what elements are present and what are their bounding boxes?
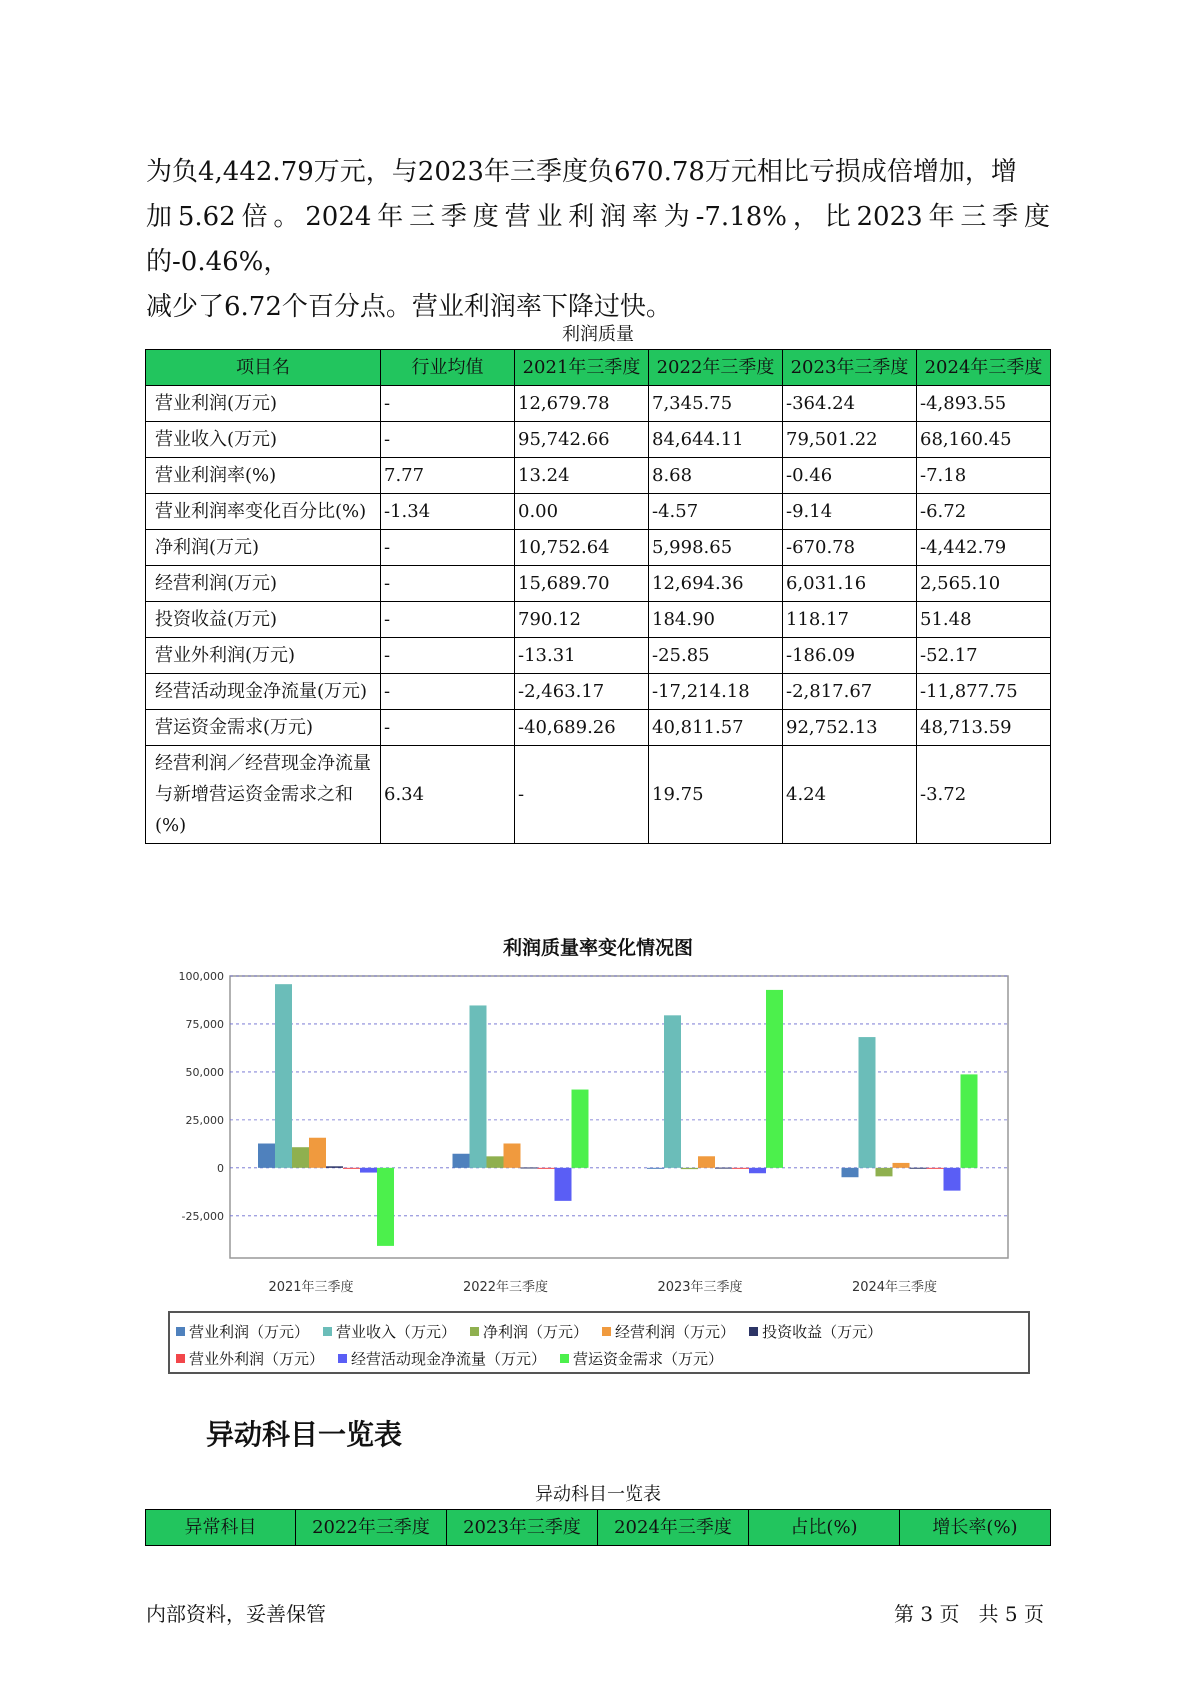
value-cell: -17,214.18: [649, 674, 783, 710]
legend-swatch: [176, 1327, 185, 1336]
value-cell: -7.18: [917, 458, 1051, 494]
row-label-cell: 经营活动现金净流量(万元): [146, 674, 381, 710]
chart-title: 利润质量率变化情况图: [502, 937, 693, 959]
x-tick-label: 2023年三季度: [657, 1280, 743, 1295]
bar: [715, 1168, 732, 1169]
chart-legend: [168, 1311, 1030, 1374]
bar: [732, 1168, 749, 1169]
y-tick-label: 50,000: [185, 1065, 224, 1079]
bar: [538, 1168, 555, 1169]
value-cell: -: [381, 422, 515, 458]
table-row: [146, 674, 1051, 710]
value-cell: -52.17: [917, 638, 1051, 674]
value-cell: -: [381, 566, 515, 602]
y-tick-label: 25,000: [185, 1113, 224, 1127]
row-label-cell: 营业收入(万元): [146, 422, 381, 458]
bar: [555, 1168, 572, 1201]
x-tick-label: 2021年三季度: [268, 1280, 354, 1295]
row-label-cell: 经营利润／经营现金净流量与新增营运资金需求之和(%): [146, 746, 381, 844]
row-label-cell: 营业利润率变化百分比(%): [146, 494, 381, 530]
bar: [927, 1168, 944, 1169]
value-cell: 7.77: [381, 458, 515, 494]
bar: [326, 1166, 343, 1168]
bar: [453, 1154, 470, 1168]
bar: [893, 1163, 910, 1168]
anomaly-table: [145, 1509, 1051, 1546]
bar: [647, 1168, 664, 1169]
footer-page-number: 第 3 页 共 5 页: [894, 1602, 1044, 1626]
bar: [504, 1143, 521, 1167]
bar: [275, 984, 292, 1168]
value-cell: -: [515, 746, 649, 844]
table-row: [146, 746, 1051, 844]
table-row: [146, 566, 1051, 602]
bar: [360, 1168, 377, 1173]
header-cell: 2024年三季度: [917, 350, 1051, 386]
value-cell: -: [381, 638, 515, 674]
legend-label: 营业利润（万元）: [189, 1323, 310, 1341]
bar: [766, 990, 783, 1168]
value-cell: -25.85: [649, 638, 783, 674]
header-cell: 增长率(%): [900, 1510, 1051, 1546]
y-tick-label: 0: [217, 1161, 224, 1175]
legend-swatch: [470, 1327, 479, 1336]
legend-item: [560, 1348, 723, 1369]
header-cell: 异常科目: [146, 1510, 296, 1546]
value-cell: 8.68: [649, 458, 783, 494]
table-row: [146, 638, 1051, 674]
y-tick-label: 75,000: [185, 1017, 224, 1031]
value-cell: 6,031.16: [783, 566, 917, 602]
value-cell: 2,565.10: [917, 566, 1051, 602]
table-row: [146, 494, 1051, 530]
value-cell: -13.31: [515, 638, 649, 674]
legend-swatch: [176, 1354, 185, 1363]
intro-line: 加5.62倍。2024年三季度营业利润率为-7.18%，比2023年三季度的-0.46%，: [146, 202, 1050, 277]
value-cell: -40,689.26: [515, 710, 649, 746]
value-cell: 92,752.13: [783, 710, 917, 746]
table-row: [146, 422, 1051, 458]
value-cell: -364.24: [783, 386, 917, 422]
table-row: [146, 386, 1051, 422]
value-cell: -: [381, 530, 515, 566]
profit-table-caption: 利润质量: [562, 324, 634, 345]
legend-swatch: [749, 1327, 758, 1336]
value-cell: 7,345.75: [649, 386, 783, 422]
value-cell: -0.46: [783, 458, 917, 494]
bar: [842, 1168, 859, 1177]
intro-line: 为负4,442.79万元，与2023年三季度负670.78万元相比亏损成倍增加，增: [146, 157, 1017, 187]
legend-label: 营业收入（万元）: [336, 1323, 457, 1341]
value-cell: -3.72: [917, 746, 1051, 844]
table-row: [146, 530, 1051, 566]
row-label-cell: 营业外利润(万元): [146, 638, 381, 674]
legend-swatch: [338, 1354, 347, 1363]
value-cell: -4.57: [649, 494, 783, 530]
table-row: [146, 710, 1051, 746]
legend-label: 净利润（万元）: [483, 1323, 589, 1341]
profit-quality-chart: [160, 968, 1020, 1308]
value-cell: 40,811.57: [649, 710, 783, 746]
legend-label: 经营利润（万元）: [615, 1323, 736, 1341]
legend-item: [470, 1321, 588, 1342]
legend-label: 投资收益（万元）: [762, 1323, 883, 1341]
value-cell: -: [381, 386, 515, 422]
x-tick-label: 2024年三季度: [851, 1280, 938, 1295]
value-cell: -4,893.55: [917, 386, 1051, 422]
bar: [698, 1156, 715, 1168]
y-tick-label: 100,000: [178, 970, 224, 983]
header-cell: 2022年三季度: [296, 1510, 447, 1546]
value-cell: -11,877.75: [917, 674, 1051, 710]
value-cell: 118.17: [783, 602, 917, 638]
legend-swatch: [323, 1327, 332, 1336]
bar: [859, 1037, 876, 1168]
value-cell: 84,644.11: [649, 422, 783, 458]
legend-item: [749, 1321, 882, 1342]
bar: [876, 1168, 893, 1177]
value-cell: 5,998.65: [649, 530, 783, 566]
header-cell: 行业均值: [381, 350, 515, 386]
row-label-cell: 营业利润率(%): [146, 458, 381, 494]
value-cell: -2,463.17: [515, 674, 649, 710]
value-cell: 184.90: [649, 602, 783, 638]
header-cell: 项目名: [146, 350, 381, 386]
header-cell: 2023年三季度: [447, 1510, 598, 1546]
value-cell: 0.00: [515, 494, 649, 530]
bar: [681, 1168, 698, 1169]
table-row: [146, 458, 1051, 494]
value-cell: 15,689.70: [515, 566, 649, 602]
legend-label: 营运资金需求（万元）: [573, 1350, 724, 1368]
value-cell: 10,752.64: [515, 530, 649, 566]
table-row: [146, 602, 1051, 638]
bar: [664, 1015, 681, 1168]
table-header-row: [146, 350, 1051, 386]
anomaly-table-caption: 异动科目一览表: [535, 1484, 661, 1505]
row-label-cell: 营业利润(万元): [146, 386, 381, 422]
value-cell: -2,817.67: [783, 674, 917, 710]
x-tick-label: 2022年三季度: [462, 1280, 549, 1295]
legend-label: 经营活动现金净流量（万元）: [351, 1350, 547, 1368]
header-cell: 2023年三季度: [783, 350, 917, 386]
legend-swatch: [560, 1354, 569, 1363]
bar: [910, 1168, 927, 1169]
bar: [749, 1168, 766, 1173]
legend-item: [323, 1321, 456, 1342]
value-cell: 4.24: [783, 746, 917, 844]
bar: [343, 1168, 360, 1169]
legend-label: 营业外利润（万元）: [189, 1350, 325, 1368]
value-cell: -9.14: [783, 494, 917, 530]
bar: [961, 1074, 978, 1167]
bar: [944, 1168, 961, 1191]
value-cell: -670.78: [783, 530, 917, 566]
header-cell: 占比(%): [749, 1510, 900, 1546]
value-cell: 13.24: [515, 458, 649, 494]
header-cell: 2024年三季度: [598, 1510, 749, 1546]
legend-item: [602, 1321, 735, 1342]
header-cell: 2022年三季度: [649, 350, 783, 386]
value-cell: 48,713.59: [917, 710, 1051, 746]
value-cell: 68,160.45: [917, 422, 1051, 458]
value-cell: 12,694.36: [649, 566, 783, 602]
intro-line: 减少了6.72个百分点。营业利润率下降过快。: [146, 292, 672, 322]
y-tick-label: -25,000: [181, 1209, 224, 1223]
value-cell: 790.12: [515, 602, 649, 638]
table-header-row: [146, 1510, 1051, 1546]
legend-swatch: [602, 1327, 611, 1336]
value-cell: 19.75: [649, 746, 783, 844]
value-cell: 51.48: [917, 602, 1051, 638]
bar: [377, 1168, 394, 1246]
section-heading: 异动科目一览表: [206, 1418, 403, 1451]
intro-paragraph: [146, 150, 1050, 330]
row-label-cell: 投资收益(万元): [146, 602, 381, 638]
value-cell: -4,442.79: [917, 530, 1051, 566]
row-label-cell: 经营利润(万元): [146, 566, 381, 602]
legend-item: [176, 1321, 309, 1342]
footer-confidential-note: 内部资料，妥善保管: [146, 1602, 326, 1626]
value-cell: -: [381, 674, 515, 710]
value-cell: -6.72: [917, 494, 1051, 530]
row-label-cell: 净利润(万元): [146, 530, 381, 566]
profit-quality-table: [145, 349, 1051, 844]
bar: [572, 1090, 589, 1168]
header-cell: 2021年三季度: [515, 350, 649, 386]
value-cell: -1.34: [381, 494, 515, 530]
value-cell: 95,742.66: [515, 422, 649, 458]
value-cell: -: [381, 602, 515, 638]
value-cell: -: [381, 710, 515, 746]
bar: [521, 1167, 538, 1168]
bar: [258, 1144, 275, 1168]
bar: [309, 1138, 326, 1168]
value-cell: 12,679.78: [515, 386, 649, 422]
value-cell: 6.34: [381, 746, 515, 844]
value-cell: 79,501.22: [783, 422, 917, 458]
value-cell: -186.09: [783, 638, 917, 674]
legend-item: [176, 1348, 324, 1369]
row-label-cell: 营运资金需求(万元): [146, 710, 381, 746]
legend-item: [338, 1348, 546, 1369]
bar: [470, 1005, 487, 1167]
bar: [292, 1147, 309, 1168]
bar: [487, 1156, 504, 1168]
